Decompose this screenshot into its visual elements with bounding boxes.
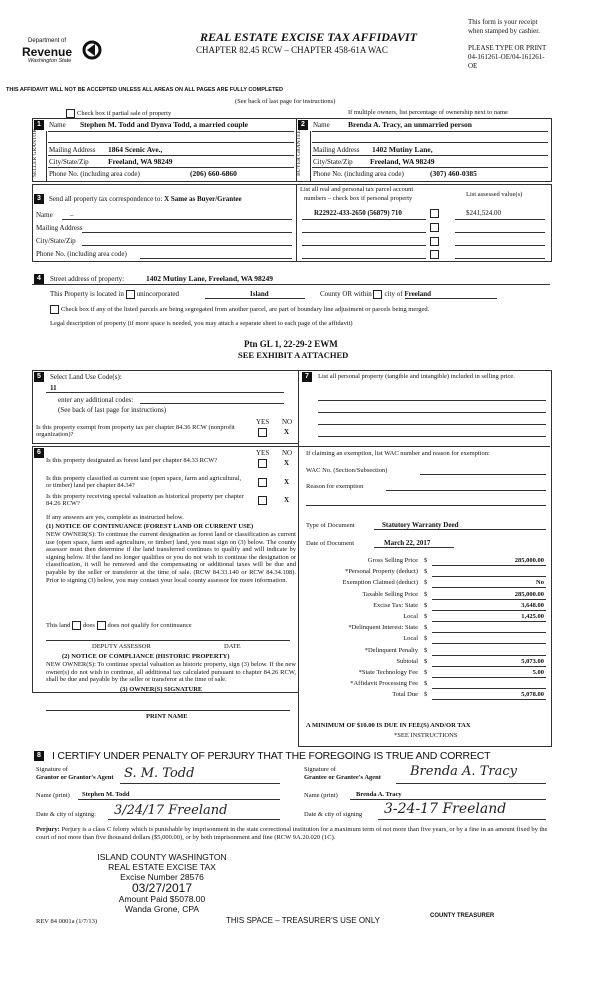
tax-row-label: *Delinquent Penalty — [364, 647, 418, 654]
tax-row-label: Subtotal — [396, 658, 418, 665]
grantor-signature[interactable]: S. M. Todd — [124, 766, 195, 781]
tax-row-dollar: $ — [424, 602, 428, 609]
certify-statement: I CERTIFY UNDER PENALTY OF PERJURY THAT THE FOREGOING IS TRUE AND CORRECT — [52, 750, 491, 762]
stamp-amount-paid: Amount Paid $5078.00 — [118, 894, 206, 904]
section-3-badge: 3 — [34, 194, 44, 204]
historic-notice-title: (2) NOTICE OF COMPLIANCE (HISTORIC PROPERTY) — [62, 653, 230, 660]
unincorporated-label: unincorporated — [136, 290, 180, 299]
assessed-header: List assessed value(s) — [466, 191, 523, 198]
city-name[interactable]: Freeland — [404, 290, 432, 299]
tax-row-value[interactable]: 5,073.00 — [521, 658, 544, 665]
if-yes-note: If any answers are yes, complete as instructed below. — [46, 514, 184, 521]
sec6-no: NO — [282, 449, 293, 457]
multiple-owners-note: If multiple owners, list percentage of ownership next to name — [348, 109, 508, 116]
treasurer-stamp — [92, 852, 232, 914]
tax-row-dollar: $ — [424, 669, 428, 676]
seller-name-label: Name — [49, 121, 66, 129]
stamp-treasurer: Wanda Grone, CPA — [124, 904, 200, 914]
located-label: This Property is located in — [50, 290, 124, 299]
tax-row-label: Taxable Selling Price — [362, 591, 418, 598]
land-use-see-back: (See back of last page for instructions) — [58, 406, 167, 414]
partial-sale-label: Check box if partial sale of property — [77, 109, 172, 117]
perjury-text: Perjury is a class C felony which is punishable by imprisonment in the state correctional institution for a maximum term of not more than five years, or by a fine in an amount fixed by the court of not more than five thousand dollars ($5,000.00), or by both imprisonment and fine (RCW 9A.20.020 (1C). — [36, 826, 548, 841]
seller-phone-label: Phone No. (including area code) — [49, 170, 140, 178]
tax-row-label: *Personal Property (deduct) — [345, 568, 418, 575]
tax-row-dollar: $ — [424, 691, 428, 698]
seller-name[interactable]: Stephen M. Todd and Dynva Todd, a married couple — [80, 120, 248, 129]
form-title: REAL ESTATE EXCISE TAX AFFIDAVIT — [200, 30, 417, 44]
forest-yes-box[interactable] — [258, 459, 267, 468]
corr-name-label: Name — [36, 211, 53, 219]
county-treasurer-label: COUNTY TREASURER — [430, 913, 495, 919]
county-or-label: County OR within — [320, 290, 372, 299]
wac-label: WAC No. (Section/Subsection) — [306, 467, 388, 474]
grantee-signature[interactable]: Brenda A. Tracy — [410, 764, 517, 779]
section-5-badge: 5 — [34, 372, 44, 382]
tax-row-label: Gross Selling Price — [367, 557, 418, 564]
file-number-cont: OE — [468, 62, 478, 70]
segregate-box[interactable] — [50, 305, 59, 314]
grantee-name-label: Name (print) — [304, 792, 338, 799]
form-subtitle: CHAPTER 82.45 RCW – CHAPTER 458-61A WAC — [196, 45, 388, 55]
revenue-logo-icon — [82, 40, 102, 60]
stamp-date: 03/27/2017 — [131, 881, 193, 895]
historic-notice-text: NEW OWNER(S): To continue special valuation as historic property, sign (3) below. If the new owner(s) do not wish to continue, all additional tax calculated pursuant to chapter 84.26 RCW, shall be due and payable by the seller or transferor at the time of sale. — [46, 661, 296, 684]
tax-row-label: Local — [403, 635, 418, 642]
grantor-date-city[interactable]: 3/24/17 Freeland — [114, 803, 228, 818]
exempt-yes-box[interactable] — [258, 428, 267, 437]
continuance-title: (1) NOTICE OF CONTINUANCE (FOREST LAND OR CURRENT USE) — [46, 523, 254, 530]
section-8-badge: 8 — [34, 751, 44, 761]
tax-row-dollar: $ — [424, 635, 428, 642]
continuance-text: NEW OWNER(S): To continue the current designation as forest land or classification as current use (open space, farm and agriculture, or timber) land, you must sign on (3) below. The county assessor must then determine if the land transferred continues to qualify and will indicate by signing below. If the land no longer qualifies or you do not wish to continue the designation or classification, it will be removed and the compensating or additional taxes will be due and payable by the seller or transferor at the time of sale. (RCW 84.33.140 or RCW 84.34.108). Prior to signing (3) below, you may contact your local county assessor for more information. — [46, 531, 296, 584]
logo-wa: Washington State — [28, 58, 72, 64]
forest-no-x[interactable]: X — [284, 459, 290, 467]
stamp-county: ISLAND COUNTY WASHINGTON — [97, 852, 227, 862]
tax-row-dollar: $ — [424, 680, 428, 687]
treasurer-use-only: THIS SPACE – TREASURER'S USE ONLY — [226, 916, 381, 925]
grantor-name-label: Name (print) — [36, 792, 70, 799]
historic-no-x[interactable]: X — [284, 496, 290, 504]
unincorporated-box[interactable] — [126, 290, 135, 299]
stamp-ret: REAL ESTATE EXCISE TAX — [108, 862, 216, 872]
seller-mail[interactable]: 1864 Scenic Ave., — [108, 145, 163, 154]
grantor-sig-of: Signature of — [36, 766, 68, 773]
land-use-code[interactable]: 11 — [50, 384, 57, 392]
tax-row-label: *Delinquent Interest: State — [348, 624, 418, 631]
receipt-note-2: when stamped by cashier. — [468, 27, 540, 35]
this-land-label: This land — [46, 621, 71, 629]
buyer-phone[interactable]: (307) 460-0385 — [430, 169, 477, 178]
same-as-buyer[interactable]: X Same as Buyer/Grantee — [164, 195, 242, 203]
reason-label: Reason for exemption — [306, 483, 364, 490]
tax-row-value[interactable]: 3,648.00 — [521, 602, 544, 609]
form-revision: REV 84 0001a (1/7/13) — [36, 918, 98, 925]
seller-city[interactable]: Freeland, WA 98249 — [108, 157, 173, 166]
city-of-label: city of — [384, 290, 403, 299]
buyer-city[interactable]: Freeland, WA 98249 — [370, 157, 435, 166]
seller-city-label: City/State/Zip — [49, 158, 89, 166]
logo-dept: Department of — [28, 38, 67, 44]
section-6-badge: 6 — [34, 448, 44, 458]
personal-property-label: List all personal property (tangible and intangible) included in selling price. — [318, 373, 515, 380]
seller-mail-label: Mailing Address — [49, 146, 96, 154]
land-does-box[interactable] — [72, 621, 81, 630]
parcel-personal-box-3[interactable] — [430, 237, 439, 246]
segregate-checkbox[interactable] — [50, 305, 429, 314]
parcel-header-2: numbers – check box if personal property — [304, 195, 413, 202]
forest-land-question: Is this property designated as forest land per chapter 84.33 RCW? — [46, 457, 218, 464]
perjury-label: Perjury: — [36, 826, 60, 833]
send-correspondence — [49, 195, 242, 203]
this-land — [46, 621, 192, 630]
buyer-side-label: BUYER GRANTEE — [295, 130, 302, 176]
buyer-mail-label: Mailing Address — [313, 146, 360, 154]
deputy-date-label: DATE — [224, 643, 241, 650]
assessed-value[interactable]: $241,524.00 — [466, 209, 501, 217]
tax-row-value[interactable]: 5,078.00 — [521, 691, 544, 698]
see-instructions-note: *SEE INSTRUCTIONS — [394, 732, 458, 739]
sec5-yes: YES — [256, 418, 270, 426]
property-street[interactable]: 1402 Mutiny Lane, Freeland, WA 98249 — [146, 274, 274, 283]
tax-row-label: *State Technology Fee — [358, 669, 418, 676]
receipt-note-1: This form is your receipt — [468, 18, 538, 26]
legal-description-1[interactable]: Ptn GL 1, 22-29-2 EWM — [244, 339, 338, 349]
parcel-personal-box-1[interactable] — [430, 209, 439, 218]
corr-phone-label: Phone No. (including area code) — [36, 250, 127, 258]
corr-city-label: City/State/Zip — [36, 237, 76, 245]
see-back-note: (See back of last page for instructions) — [235, 98, 336, 105]
current-use-yes-box[interactable] — [258, 478, 267, 487]
tax-row-label: Excise Tax: State — [373, 602, 418, 609]
grantee-sig-of: Signature of — [304, 766, 336, 773]
current-use-question: Is this property classified as current use (open space, farm and agricultural, or timber) land per chapter 84.34? — [46, 475, 242, 489]
street-label: Street address of property: — [50, 275, 125, 283]
parcel-personal-box-2[interactable] — [430, 223, 439, 232]
located-in — [50, 290, 179, 299]
section-7-badge: 7 — [302, 372, 312, 382]
legal-description-label: Legal description of property (if more space is needed, you may attach a separate sheet to each page of the affidavit) — [50, 320, 353, 327]
tax-row-dollar: $ — [424, 658, 428, 665]
revenue-logo — [22, 38, 92, 68]
grantor-name-print[interactable]: Stephen M. Todd — [82, 791, 130, 798]
grantee-date-city[interactable]: 3-24-17 Freeland — [384, 801, 507, 817]
buyer-city-label: City/State/Zip — [313, 158, 353, 166]
section-1-badge: 1 — [34, 120, 44, 130]
tax-row-dollar: $ — [424, 591, 428, 598]
tax-row-value[interactable]: No — [536, 579, 544, 586]
exemption-label: If claiming an exemption, list WAC number and reason for exemption: — [306, 450, 490, 457]
does-not-label: does not qualify for continuance — [107, 621, 192, 629]
tax-row-label: Total Due — [392, 691, 418, 698]
tax-row-label: Exemption Claimed (deduct) — [342, 579, 418, 586]
tax-row-dollar: $ — [424, 613, 428, 620]
tax-row-dollar: $ — [424, 647, 428, 654]
doc-type[interactable]: Statutory Warranty Deed — [382, 521, 459, 529]
partial-sale-checkbox[interactable] — [66, 109, 171, 118]
section-4-badge: 4 — [34, 274, 44, 284]
land-use-label: Select Land Use Code(s): — [50, 373, 122, 381]
exempt-no-x[interactable]: X — [284, 428, 290, 436]
legal-description-2[interactable]: SEE EXHIBIT A ATTACHED — [238, 350, 349, 360]
buyer-mail[interactable]: 1402 Mutiny Lane, — [372, 145, 433, 154]
parcel-header-1: List all real and personal tax parcel account — [300, 186, 414, 193]
perjury-notice — [36, 826, 550, 842]
parcel-number[interactable]: R22922-433-2650 (56879) 710 — [314, 209, 402, 217]
doc-date-label: Date of Document — [306, 540, 355, 547]
sec5-no: NO — [282, 418, 293, 426]
city-of-box[interactable] — [373, 290, 382, 299]
tax-row-value[interactable]: 5.00 — [532, 669, 544, 676]
buyer-name[interactable]: Brenda A. Tracy, an unmarried person — [348, 120, 472, 129]
corr-mail-label: Mailing Address — [36, 224, 83, 232]
sec6-yes: YES — [256, 449, 270, 457]
tax-row-dollar: $ — [424, 557, 428, 564]
doc-type-label: Type of Document — [306, 522, 355, 529]
tax-row-value[interactable]: 1,425.00 — [521, 613, 544, 620]
tax-row-label: *Affidavit Processing Fee — [350, 680, 418, 687]
type-print-note: PLEASE TYPE OR PRINT — [468, 44, 547, 52]
tax-row-value[interactable]: 285,000.00 — [514, 591, 544, 598]
additional-codes-label: enter any additional codes: — [58, 396, 134, 404]
print-name-label: PRINT NAME — [146, 713, 188, 720]
buyer-phone-label: Phone No. (including area code) — [313, 170, 404, 178]
doc-date[interactable]: March 22, 2017 — [384, 539, 431, 547]
seller-side-label: SELLER GRANTOR — [32, 128, 39, 178]
grantee-name-print[interactable]: Brenda A. Tracy — [356, 791, 402, 798]
segregate-label: Check box if any of the listed parcels are being segregated from another parcel, are part of boundary line adjustment or parcels being merged. — [61, 305, 430, 313]
grantee-date-city-label: Date & city of signing — [304, 811, 363, 818]
tax-row-dollar: $ — [424, 579, 428, 586]
current-use-no-x[interactable]: X — [284, 478, 290, 486]
owner-signature-label: (3) OWNER(S) SIGNATURE — [120, 686, 203, 693]
buyer-name-label: Name — [313, 121, 330, 129]
parcel-personal-box-4[interactable] — [430, 250, 439, 259]
minimum-due-note: A MINIMUM OF $10.00 IS DUE IN FEE(S) AND/OR TAX — [306, 722, 471, 729]
file-number: 04-161261-OE/04-161261- — [468, 53, 545, 61]
land-does-not-box[interactable] — [97, 621, 106, 630]
historic-yes-box[interactable] — [258, 496, 267, 505]
deputy-assessor-label: DEPUTY ASSESSOR — [92, 643, 151, 650]
does-label: does — [83, 621, 95, 629]
partial-sale-box[interactable] — [66, 109, 75, 118]
grantor-date-city-label: Date & city of signing: — [36, 811, 96, 818]
tax-row-value[interactable]: 285,000.00 — [514, 557, 544, 564]
grantee-agent-label: Grantee or Grantee's Agent — [304, 774, 381, 781]
send-correspondence-label: Send all property tax correspondence to: — [49, 195, 163, 203]
county-name[interactable]: Island — [250, 290, 269, 298]
section-2-badge: 2 — [298, 120, 308, 130]
logo-revenue: Revenue — [22, 45, 73, 59]
seller-phone[interactable]: (206) 660-6860 — [190, 169, 237, 178]
completion-notice: THIS AFFIDAVIT WILL NOT BE ACCEPTED UNLESS ALL AREAS ON ALL PAGES ARE FULLY COMPLETED — [6, 87, 283, 93]
exempt-question: Is this property exempt from property tax per chapter 84.36 RCW (nonprofit organization)? — [36, 424, 235, 438]
tax-row-dollar: $ — [424, 624, 428, 631]
corr-name-value: _ — [70, 209, 74, 217]
stamp-excise-number: Excise Number 28576 — [120, 872, 204, 882]
tax-row-dollar: $ — [424, 568, 428, 575]
historic-question: Is this property receiving special valuation as historical property per chapter 84.26 RCW? — [46, 493, 244, 507]
tax-row-label: Local — [403, 613, 418, 620]
grantor-agent-label: Grantor or Grantor's Agent — [36, 774, 114, 781]
